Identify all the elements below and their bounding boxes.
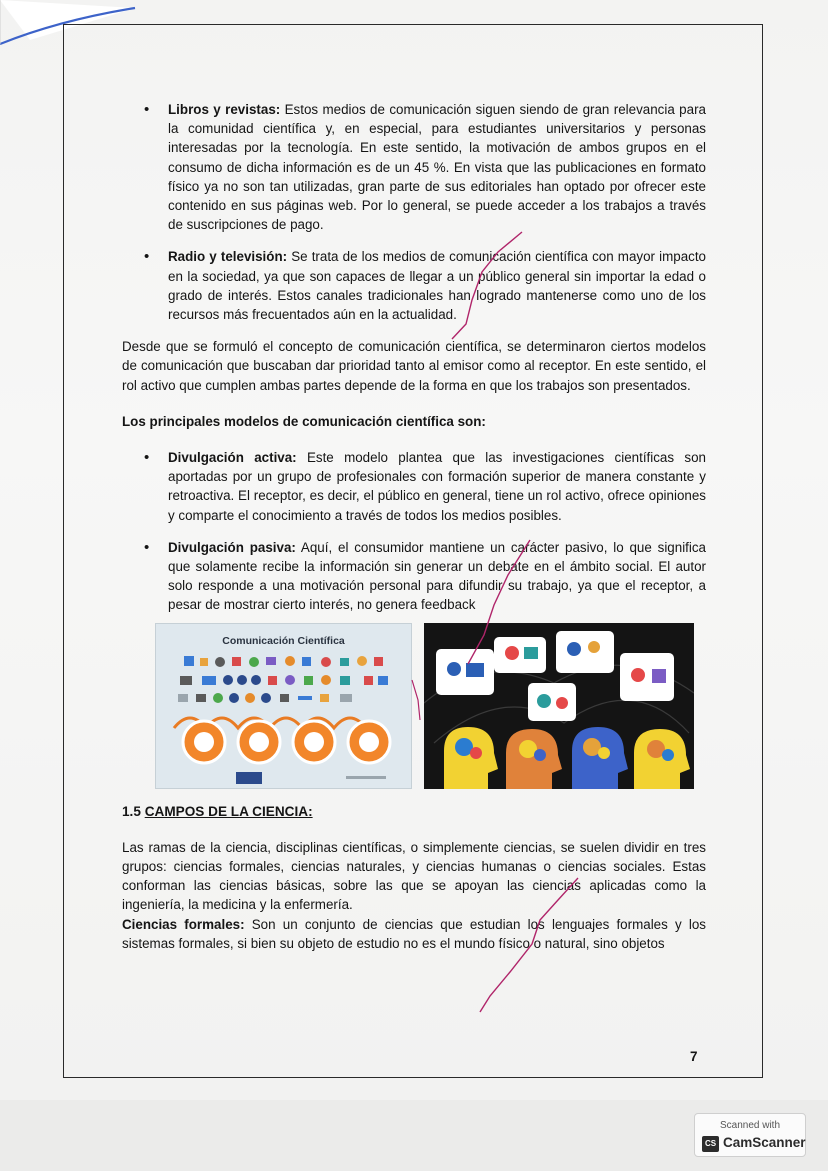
bullet-libros <box>122 100 706 234</box>
camscanner-watermark <box>694 1113 806 1157</box>
figures-row <box>155 623 706 789</box>
bullet-radio <box>122 247 706 324</box>
page-number: 7 <box>690 1049 698 1064</box>
paragraph-models-intro: Desde que se formuló el concepto de comunicación científica, se determinaron ciertos modelos de comunicación que buscaban dar prioridad tanto al emisor como al receptor. En este sentido, el rol activo que cumplen ambas partes depende de la forma en que los trabajos son presentados. <box>122 339 706 393</box>
bullet-divulgacion-pasiva <box>122 538 706 615</box>
bullet-text: Este modelo plantea que las investigaciones científicas son aportadas por un grupo de profesionales con formación superior de manera constante y retroactiva. El receptor, es decir, el público en general, tiene un rol activo, ofrece opiniones y comparte el conocimiento a través de todos los medios posibles. <box>168 450 706 523</box>
bullet-title: Divulgación activa: <box>168 450 297 466</box>
paragraph-ciencias-formales <box>122 915 706 953</box>
bullet-title: Radio y televisión: <box>168 249 288 265</box>
paragraph-ramas: Las ramas de la ciencia, disciplinas científicas, o simplemente ciencias, se suelen dividir en tres grupos: ciencias formales, ciencias naturales, y ciencias humanas o ciencias sociales. Estas conforman las ciencias básicas, sobre las que se apoyan las ciencias aplicadas como la ingeniería, la medicina y la enfermería. <box>122 839 706 913</box>
camscanner-logo-icon: CS <box>702 1136 719 1152</box>
section-heading <box>122 802 706 821</box>
figure-heads-thinking <box>424 623 694 789</box>
section-number: 1.5 <box>122 803 145 819</box>
bullet-text: Se trata de los medios de comunicación científica con mayor impacto en la sociedad, ya que son capaces de llegar a un público general sin importar la edad o grado de interés. Estos canales tradicionales han logrado mantenerse como uno de los recursos más frecuentados aún en la actualidad. <box>168 249 706 323</box>
term-text: Son un conjunto de ciencias que estudian los lenguajes formales y los sistemas formales, si bien su objeto de estudio no es el mundo físico o natural, sino objetos <box>122 916 706 951</box>
bullet-text: Aquí, el consumidor mantiene un carácter pasivo, lo que significa que solamente recibe la información sin generar un debate en el ámbito social. El autor solo responde a una motivación personal para difundir su trabajo, ya que el receptor, a pesar de mostrar cierto interés, no genera feedback <box>168 539 707 613</box>
models-bullet-list <box>122 448 706 615</box>
term-title: Ciencias formales: <box>122 916 245 932</box>
bullet-text: Estos medios de comunicación siguen siendo de gran relevancia para la comunidad científica y, en especial, para estudiantes universitarios y personas interesadas por la tecnología. En este sentido, la motivación de ambos grupos en el consumo de dicha información es de un 45 %. En vista que las publicaciones en formato físico ya no son tan utilizadas, gran parte de sus editoriales han optado por ofrecer este contenido en sus páginas web. Por lo general, se puede acceder a los trabajos a través de suscripciones de pago. <box>168 102 706 233</box>
heads-illustration <box>424 623 694 789</box>
figure-title: Comunicación Científica <box>222 634 345 647</box>
section-title: CAMPOS DE LA CIENCIA: <box>144 803 313 819</box>
bullet-divulgacion-activa <box>122 448 706 525</box>
watermark-name: CamScanner <box>723 1135 806 1150</box>
models-heading: Los principales modelos de comunicación científica son: <box>122 413 486 429</box>
bullet-title: Divulgación pasiva: <box>168 539 296 555</box>
watermark-caption: Scanned with <box>719 1120 781 1131</box>
figure-comunicacion-cientifica <box>155 623 412 789</box>
page-content <box>122 100 706 953</box>
bullet-title: Libros y revistas: <box>168 102 281 117</box>
media-bullet-list <box>122 100 706 324</box>
science-icons-illustration <box>156 624 411 788</box>
